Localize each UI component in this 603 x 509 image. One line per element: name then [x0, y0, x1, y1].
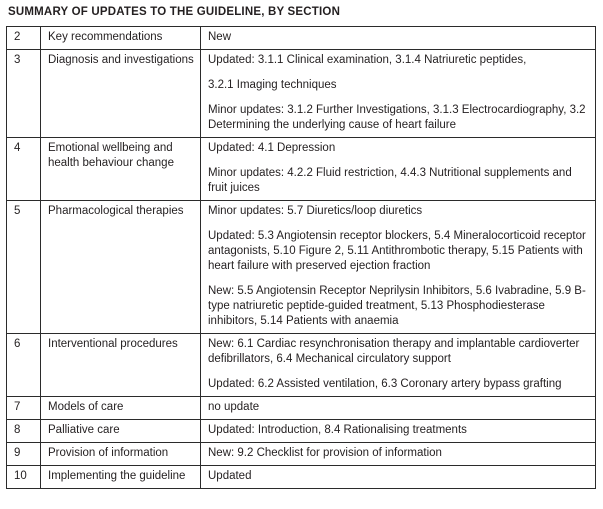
table-row	[7, 466, 596, 489]
update-paragraph: 3.2.1 Imaging techniques	[208, 79, 337, 91]
section-updates-cell	[201, 334, 596, 397]
update-paragraph: Minor updates: 3.1.2 Further Investigations, 3.1.3 Electrocardiography, 3.2 Determining the underlying cause of heart failure	[208, 104, 586, 131]
section-name-cell: Implementing the guideline	[41, 466, 201, 489]
update-paragraph: New: 9.2 Checklist for provision of information	[208, 447, 442, 459]
update-paragraph: Updated	[208, 470, 252, 482]
table-row	[7, 443, 596, 466]
section-number-cell: 6	[7, 334, 41, 397]
table-row	[7, 27, 596, 50]
section-name-cell: Key recommendations	[41, 27, 201, 50]
section-number-cell: 8	[7, 420, 41, 443]
section-number-cell: 3	[7, 50, 41, 138]
table-row	[7, 201, 596, 334]
section-number-cell: 10	[7, 466, 41, 489]
section-number-cell: 7	[7, 397, 41, 420]
section-name-cell: Diagnosis and investigations	[41, 50, 201, 138]
section-number-cell: 2	[7, 27, 41, 50]
page-title: SUMMARY OF UPDATES TO THE GUIDELINE, BY SECTION	[8, 6, 341, 18]
update-paragraph: Updated: 3.1.1 Clinical examination, 3.1.4 Natriuretic peptides,	[208, 54, 527, 66]
section-name-cell: Palliative care	[41, 420, 201, 443]
summary-of-updates-table	[6, 26, 596, 489]
table-row	[7, 50, 596, 138]
update-paragraph: Updated: 4.1 Depression	[208, 142, 336, 154]
section-updates-cell	[201, 27, 596, 50]
update-paragraph: New: 5.5 Angiotensin Receptor Neprilysin Inhibitors, 5.6 Ivabradine, 5.9 B-type natriuretic peptide-guided treatment, 5.13 Phosphodiesterase inhibitors, 5.14 Patients with anaemia	[208, 285, 586, 327]
section-name-cell: Pharmacological therapies	[41, 201, 201, 334]
table-row	[7, 138, 596, 201]
section-number-cell: 4	[7, 138, 41, 201]
section-updates-cell	[201, 397, 596, 420]
update-paragraph: Updated: Introduction, 8.4 Rationalising treatments	[208, 424, 467, 436]
update-paragraph: New	[208, 31, 232, 43]
update-paragraph: Updated: 5.3 Angiotensin receptor blockers, 5.4 Mineralocorticoid receptor antagonists, 5.10 Figure 2, 5.11 Antithrombotic therapy, 5.15 Patients with heart failure with preserved ejection fraction	[208, 230, 586, 272]
update-paragraph: Minor updates: 4.2.2 Fluid restriction, 4.4.3 Nutritional supplements and fruit juices	[208, 167, 572, 194]
update-paragraph: Updated: 6.2 Assisted ventilation, 6.3 Coronary artery bypass grafting	[208, 378, 562, 390]
update-paragraph: New: 6.1 Cardiac resynchronisation therapy and implantable cardioverter defibrillators, 6.4 Mechanical circulatory support	[208, 338, 580, 365]
section-name-cell: Interventional procedures	[41, 334, 201, 397]
section-number-cell: 5	[7, 201, 41, 334]
section-updates-cell	[201, 201, 596, 334]
table-row	[7, 397, 596, 420]
update-paragraph: no update	[208, 401, 260, 413]
section-number-cell: 9	[7, 443, 41, 466]
section-updates-cell	[201, 138, 596, 201]
section-updates-cell	[201, 466, 596, 489]
section-name-cell: Models of care	[41, 397, 201, 420]
update-paragraph: Minor updates: 5.7 Diuretics/loop diuretics	[208, 205, 423, 217]
section-updates-cell	[201, 50, 596, 138]
table-row	[7, 420, 596, 443]
section-name-cell: Emotional wellbeing and health behaviour change	[41, 138, 201, 201]
section-name-cell: Provision of information	[41, 443, 201, 466]
section-updates-cell	[201, 420, 596, 443]
section-updates-cell	[201, 443, 596, 466]
table-body	[7, 27, 596, 489]
table-row	[7, 334, 596, 397]
